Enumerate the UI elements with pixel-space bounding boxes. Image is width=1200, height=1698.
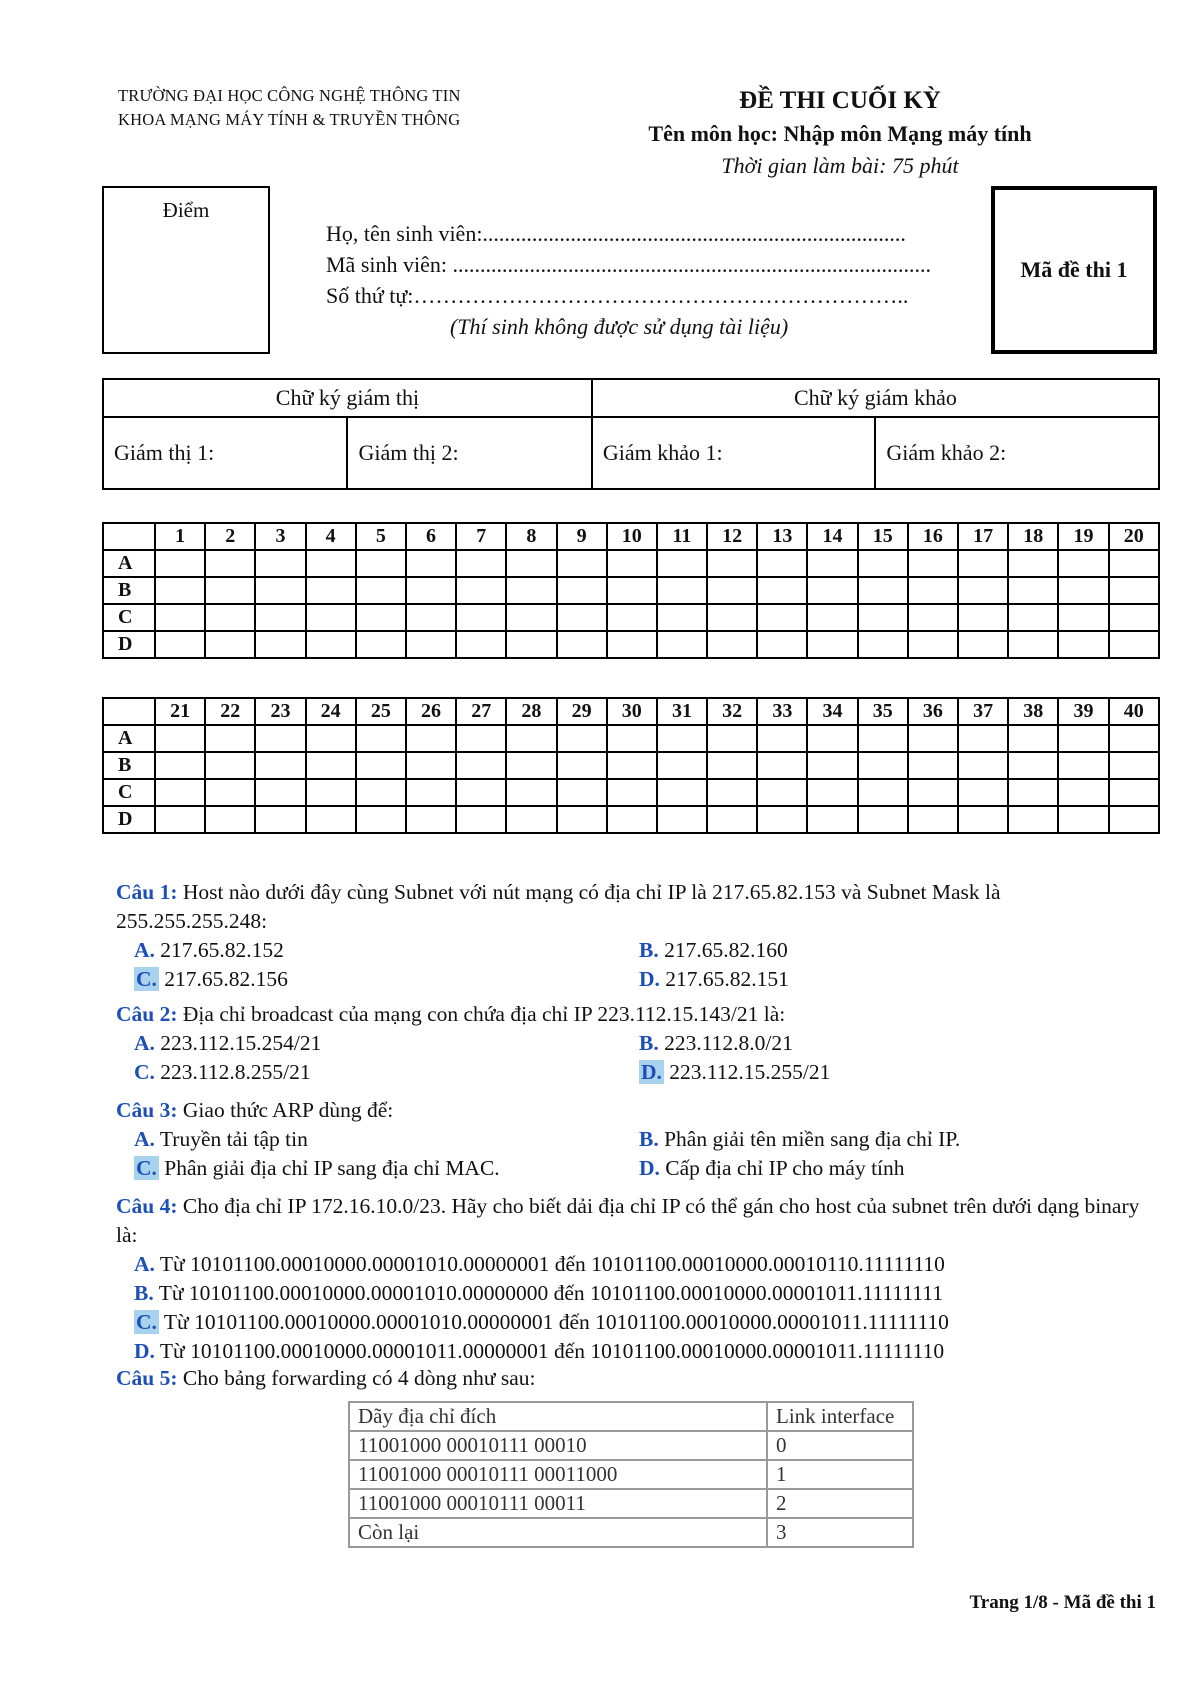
answer-cell[interactable]	[607, 752, 657, 779]
student-order-line: Số thứ tự:…………………………………………………………..	[326, 283, 909, 308]
answer-cell[interactable]	[506, 725, 556, 752]
answer-cell[interactable]	[205, 550, 255, 577]
option-a: A. Từ 10101100.00010000.00001010.00000001 đến 10101100.00010000.00010110.11111110	[134, 1252, 945, 1276]
answer-cell[interactable]	[858, 577, 908, 604]
answer-cell[interactable]	[255, 752, 305, 779]
answer-cell[interactable]	[406, 631, 456, 658]
selected-answer-highlight: D.	[641, 1060, 662, 1084]
option-c: C. 217.65.82.156	[136, 967, 288, 991]
table-header-row	[349, 1402, 913, 1431]
answer-cell[interactable]	[807, 779, 857, 806]
answer-cell[interactable]	[557, 631, 607, 658]
answer-cell[interactable]	[657, 604, 707, 631]
exam-code-box	[991, 186, 1157, 354]
answer-cell[interactable]	[858, 752, 908, 779]
option-a: A. 223.112.15.254/21	[134, 1031, 322, 1055]
question-number: 22	[205, 698, 255, 725]
question-number: 40	[1109, 698, 1159, 725]
question-4	[116, 1192, 1151, 1366]
answer-cell[interactable]	[356, 779, 406, 806]
question-stem	[116, 1096, 1151, 1125]
question-number: 31	[657, 698, 707, 725]
question-number: 30	[607, 698, 657, 725]
answer-cell[interactable]	[1008, 725, 1058, 752]
proctor-1-signature: Giám thị 1:	[103, 417, 347, 489]
grid-header-row	[103, 698, 1159, 725]
question-5	[116, 1364, 1151, 1393]
answer-cell[interactable]	[205, 725, 255, 752]
question-number: 10	[607, 523, 657, 550]
question-number: 37	[958, 698, 1008, 725]
answer-cell[interactable]	[958, 631, 1008, 658]
option-b: B. Từ 10101100.00010000.00001010.00000000 đến 10101100.00010000.00001011.11111111	[134, 1281, 943, 1305]
answer-cell[interactable]	[406, 725, 456, 752]
answer-cell[interactable]	[255, 631, 305, 658]
grid-row	[103, 577, 1159, 604]
answer-cell[interactable]	[255, 806, 305, 833]
option-c: C. Từ 10101100.00010000.00001010.00000001 đến 10101100.00010000.00001011.11111110	[136, 1310, 949, 1334]
answer-cell[interactable]	[757, 577, 807, 604]
option-b: B. 217.65.82.160	[639, 938, 788, 962]
answer-cell[interactable]	[908, 550, 958, 577]
answer-cell[interactable]	[657, 806, 707, 833]
student-name-line: Họ, tên sinh viên:.............................................................................	[326, 221, 906, 246]
answer-cell[interactable]	[406, 779, 456, 806]
answer-cell[interactable]	[506, 779, 556, 806]
answer-cell[interactable]	[255, 604, 305, 631]
answer-cell[interactable]	[908, 779, 958, 806]
grid-row	[103, 631, 1159, 658]
exam-header	[560, 84, 1120, 182]
answer-cell[interactable]	[205, 604, 255, 631]
question-label: Câu 4:	[116, 1194, 178, 1218]
grid-header-row	[103, 523, 1159, 550]
question-number: 21	[155, 698, 205, 725]
answer-cell[interactable]	[707, 631, 757, 658]
answer-cell[interactable]	[356, 631, 406, 658]
answer-cell[interactable]	[356, 725, 406, 752]
column-header: Dãy địa chỉ đích	[349, 1402, 767, 1431]
answer-cell[interactable]	[858, 725, 908, 752]
signature-table	[102, 378, 1160, 490]
answer-cell[interactable]	[306, 779, 356, 806]
question-stem	[116, 878, 1151, 936]
answer-cell[interactable]	[607, 806, 657, 833]
question-number: 8	[506, 523, 556, 550]
answer-cell[interactable]	[155, 604, 205, 631]
question-stem	[116, 1192, 1151, 1250]
selected-answer-highlight: C.	[136, 1310, 157, 1334]
answer-cell[interactable]	[557, 577, 607, 604]
answer-cell[interactable]	[1058, 550, 1108, 577]
question-number: 29	[557, 698, 607, 725]
answer-cell[interactable]	[908, 725, 958, 752]
answer-cell[interactable]	[757, 550, 807, 577]
answer-cell[interactable]	[205, 779, 255, 806]
question-label: Câu 5:	[116, 1366, 178, 1390]
answer-cell[interactable]	[1109, 577, 1159, 604]
question-number: 23	[255, 698, 305, 725]
answer-cell[interactable]	[757, 752, 807, 779]
question-number: 7	[456, 523, 506, 550]
answer-cell[interactable]	[456, 604, 506, 631]
question-number: 38	[1008, 698, 1058, 725]
selected-answer-highlight: C.	[136, 1156, 157, 1180]
faculty-name: KHOA MẠNG MÁY TÍNH & TRUYỀN THÔNG	[118, 110, 461, 129]
answer-letter: A	[103, 725, 155, 752]
answer-cell[interactable]	[607, 577, 657, 604]
question-number: 6	[406, 523, 456, 550]
subject-name: Tên môn học: Nhập môn Mạng máy tính	[648, 121, 1032, 146]
answer-cell[interactable]	[356, 806, 406, 833]
question-label: Câu 3:	[116, 1098, 178, 1122]
question-text: Host nào dưới đây cùng Subnet với nút mạng có địa chỉ IP là 217.65.82.153 và Subnet Mask là 255.255.255.248:	[116, 880, 1001, 933]
score-box	[102, 186, 270, 354]
answer-cell[interactable]	[155, 752, 205, 779]
exam-duration: Thời gian làm bài: 75 phút	[721, 153, 959, 178]
grid-row	[103, 550, 1159, 577]
grader-1-signature: Giám khảo 1:	[592, 417, 876, 489]
exam-note: (Thí sinh không được sử dụng tài liệu)	[450, 314, 789, 339]
question-number: 9	[557, 523, 607, 550]
forwarding-table	[348, 1401, 914, 1548]
answer-cell[interactable]	[858, 550, 908, 577]
page-footer: Trang 1/8 - Mã đề thi 1	[969, 1592, 1156, 1613]
answer-cell[interactable]	[858, 779, 908, 806]
selected-answer-highlight: C.	[136, 967, 157, 991]
grid-row	[103, 779, 1159, 806]
answer-cell[interactable]	[1058, 631, 1108, 658]
answer-cell[interactable]	[1058, 806, 1108, 833]
question-number: 35	[858, 698, 908, 725]
answer-cell[interactable]	[1058, 752, 1108, 779]
proctor-signature-header: Chữ ký giám thị	[103, 379, 592, 417]
exam-title: ĐỀ THI CUỐI KỲ	[739, 87, 941, 114]
answer-letter: D	[103, 631, 155, 658]
answer-cell[interactable]	[1008, 752, 1058, 779]
option-d: D. 217.65.82.151	[639, 967, 789, 991]
student-id-line: Mã sinh viên: .......................................................................................	[326, 252, 931, 277]
table-row: 11001000 00010111 00010 0	[349, 1431, 913, 1460]
answer-cell[interactable]	[657, 725, 707, 752]
answer-cell[interactable]	[1058, 725, 1108, 752]
answer-cell[interactable]	[1109, 779, 1159, 806]
answer-cell[interactable]	[356, 752, 406, 779]
answer-cell[interactable]	[1058, 604, 1108, 631]
score-label: Điểm	[162, 198, 210, 222]
proctor-2-signature: Giám thị 2:	[347, 417, 591, 489]
question-number: 32	[707, 698, 757, 725]
answer-cell[interactable]	[707, 604, 757, 631]
answer-grid-1-20	[102, 522, 1160, 659]
answer-cell[interactable]	[1109, 631, 1159, 658]
answer-cell[interactable]	[1008, 806, 1058, 833]
option-a: A. 217.65.82.152	[134, 938, 284, 962]
question-number: 28	[506, 698, 556, 725]
question-number: 36	[908, 698, 958, 725]
answer-cell[interactable]	[155, 779, 205, 806]
answer-cell[interactable]	[557, 806, 607, 833]
answer-cell[interactable]	[255, 779, 305, 806]
question-number: 2	[205, 523, 255, 550]
answer-cell[interactable]	[406, 604, 456, 631]
answer-cell[interactable]	[807, 577, 857, 604]
answer-cell[interactable]	[456, 806, 506, 833]
question-number: 25	[356, 698, 406, 725]
answer-cell[interactable]	[155, 806, 205, 833]
exam-code: Mã đề thi 1	[1020, 257, 1128, 282]
answer-cell[interactable]	[807, 806, 857, 833]
answer-cell[interactable]	[406, 577, 456, 604]
answer-cell[interactable]	[1109, 550, 1159, 577]
table-row: Còn lại 3	[349, 1518, 913, 1547]
answer-cell[interactable]	[607, 725, 657, 752]
answer-letter: B	[103, 752, 155, 779]
answer-cell[interactable]	[858, 806, 908, 833]
answer-cell[interactable]	[757, 725, 807, 752]
answer-cell[interactable]	[1008, 631, 1058, 658]
answer-cell[interactable]	[607, 779, 657, 806]
question-stem	[116, 1000, 1151, 1029]
school-name: TRƯỜNG ĐẠI HỌC CÔNG NGHỆ THÔNG TIN	[118, 86, 461, 105]
answer-cell[interactable]	[205, 577, 255, 604]
answer-cell[interactable]	[1008, 577, 1058, 604]
question-label: Câu 2:	[116, 1002, 178, 1026]
table-row: 11001000 00010111 00011000 1	[349, 1460, 913, 1489]
answer-cell[interactable]	[707, 725, 757, 752]
question-number: 13	[757, 523, 807, 550]
answer-cell[interactable]	[506, 550, 556, 577]
question-number: 39	[1058, 698, 1108, 725]
grid-row	[103, 752, 1159, 779]
answer-cell[interactable]	[908, 752, 958, 779]
answer-cell[interactable]	[858, 604, 908, 631]
answer-cell[interactable]	[657, 550, 707, 577]
answer-cell[interactable]	[607, 604, 657, 631]
answer-cell[interactable]	[506, 806, 556, 833]
institution-header	[118, 84, 461, 132]
answer-cell[interactable]	[506, 604, 556, 631]
answer-cell[interactable]	[205, 752, 255, 779]
answer-cell[interactable]	[858, 631, 908, 658]
answer-cell[interactable]	[306, 752, 356, 779]
answer-cell[interactable]	[958, 752, 1008, 779]
answer-cell[interactable]	[1109, 725, 1159, 752]
option-a: A. Truyền tải tập tin	[134, 1127, 308, 1151]
question-number: 1	[155, 523, 205, 550]
answer-cell[interactable]	[657, 631, 707, 658]
answer-cell[interactable]	[707, 806, 757, 833]
answer-cell[interactable]	[607, 550, 657, 577]
option-d: D. Từ 10101100.00010000.00001011.00000001 đến 10101100.00010000.00001011.11111110	[134, 1339, 945, 1363]
answer-cell[interactable]	[1058, 779, 1108, 806]
question-label: Câu 1:	[116, 880, 178, 904]
grid-corner	[103, 698, 155, 725]
answer-cell[interactable]	[707, 577, 757, 604]
question-number: 12	[707, 523, 757, 550]
answer-cell[interactable]	[155, 631, 205, 658]
answer-cell[interactable]	[356, 604, 406, 631]
answer-cell[interactable]	[958, 604, 1008, 631]
answer-cell[interactable]	[707, 550, 757, 577]
question-2	[116, 1000, 1151, 1087]
answer-cell[interactable]	[757, 604, 807, 631]
answer-cell[interactable]	[908, 806, 958, 833]
answer-cell[interactable]	[958, 779, 1008, 806]
answer-cell[interactable]	[506, 631, 556, 658]
question-number: 34	[807, 698, 857, 725]
answer-cell[interactable]	[205, 631, 255, 658]
answer-cell[interactable]	[1008, 550, 1058, 577]
question-1	[116, 878, 1151, 994]
table-row: 11001000 00010111 00011 2	[349, 1489, 913, 1518]
grid-row	[103, 806, 1159, 833]
answer-cell[interactable]	[1008, 779, 1058, 806]
answer-cell[interactable]	[456, 752, 506, 779]
answer-cell[interactable]	[807, 550, 857, 577]
answer-cell[interactable]	[807, 725, 857, 752]
question-text: Cho bảng forwarding có 4 dòng như sau:	[182, 1366, 536, 1390]
answer-cell[interactable]	[306, 725, 356, 752]
answer-letter: D	[103, 806, 155, 833]
answer-cell[interactable]	[958, 550, 1008, 577]
question-number: 17	[958, 523, 1008, 550]
student-info	[326, 218, 931, 342]
answer-cell[interactable]	[306, 577, 356, 604]
answer-cell[interactable]	[757, 631, 807, 658]
answer-cell[interactable]	[356, 577, 406, 604]
answer-cell[interactable]	[306, 631, 356, 658]
answer-cell[interactable]	[155, 725, 205, 752]
answer-cell[interactable]	[1008, 604, 1058, 631]
answer-cell[interactable]	[807, 604, 857, 631]
answer-cell[interactable]	[958, 725, 1008, 752]
answer-cell[interactable]	[456, 631, 506, 658]
answer-cell[interactable]	[306, 550, 356, 577]
answer-letter: A	[103, 550, 155, 577]
answer-cell[interactable]	[255, 550, 305, 577]
question-number: 14	[807, 523, 857, 550]
answer-cell[interactable]	[155, 577, 205, 604]
grader-2-signature: Giám khảo 2:	[875, 417, 1159, 489]
question-number: 15	[858, 523, 908, 550]
answer-cell[interactable]	[908, 577, 958, 604]
answer-cell[interactable]	[557, 550, 607, 577]
question-number: 11	[657, 523, 707, 550]
question-number: 5	[356, 523, 406, 550]
answer-cell[interactable]	[456, 779, 506, 806]
answer-cell[interactable]	[958, 806, 1008, 833]
question-number: 16	[908, 523, 958, 550]
answer-cell[interactable]	[807, 752, 857, 779]
answer-cell[interactable]	[908, 604, 958, 631]
question-3	[116, 1096, 1151, 1183]
answer-cell[interactable]	[456, 550, 506, 577]
question-text: Cho địa chỉ IP 172.16.10.0/23. Hãy cho biết dải địa chỉ IP có thể gán cho host của subnet trên dưới dạng binary là:	[116, 1194, 1140, 1247]
option-d: D. 223.112.15.255/21	[641, 1060, 831, 1084]
answer-cell[interactable]	[908, 631, 958, 658]
answer-grid-21-40	[102, 697, 1160, 834]
answer-cell[interactable]	[607, 631, 657, 658]
answer-cell[interactable]	[456, 725, 506, 752]
question-number: 20	[1109, 523, 1159, 550]
answer-cell[interactable]	[406, 752, 456, 779]
answer-cell[interactable]	[707, 779, 757, 806]
answer-letter: C	[103, 779, 155, 806]
answer-cell[interactable]	[807, 631, 857, 658]
option-b: B. 223.112.8.0/21	[639, 1031, 793, 1055]
answer-cell[interactable]	[255, 725, 305, 752]
answer-cell[interactable]	[506, 752, 556, 779]
grid-corner	[103, 523, 155, 550]
answer-cell[interactable]	[155, 550, 205, 577]
question-number: 4	[306, 523, 356, 550]
answer-cell[interactable]	[657, 779, 707, 806]
answer-cell[interactable]	[757, 779, 807, 806]
answer-cell[interactable]	[306, 604, 356, 631]
answer-cell[interactable]	[406, 550, 456, 577]
answer-cell[interactable]	[1109, 604, 1159, 631]
question-text: Địa chỉ broadcast của mạng con chứa địa chỉ IP 223.112.15.143/21 là:	[182, 1002, 786, 1026]
question-number: 27	[456, 698, 506, 725]
answer-cell[interactable]	[205, 806, 255, 833]
option-b: B. Phân giải tên miền sang địa chỉ IP.	[639, 1127, 961, 1151]
answer-cell[interactable]	[255, 577, 305, 604]
question-number: 26	[406, 698, 456, 725]
grid-row	[103, 725, 1159, 752]
answer-cell[interactable]	[557, 604, 607, 631]
answer-cell[interactable]	[506, 577, 556, 604]
answer-letter: B	[103, 577, 155, 604]
question-stem	[116, 1364, 1151, 1393]
answer-letter: C	[103, 604, 155, 631]
column-header: Link interface	[767, 1402, 913, 1431]
answer-cell[interactable]	[557, 752, 607, 779]
grader-signature-header: Chữ ký giám khảo	[592, 379, 1159, 417]
answer-cell[interactable]	[1109, 752, 1159, 779]
answer-cell[interactable]	[657, 752, 707, 779]
answer-cell[interactable]	[456, 577, 506, 604]
question-number: 18	[1008, 523, 1058, 550]
option-c: C. 223.112.8.255/21	[134, 1060, 311, 1084]
answer-cell[interactable]	[757, 806, 807, 833]
question-number: 24	[306, 698, 356, 725]
question-text: Giao thức ARP dùng để:	[182, 1098, 394, 1122]
answer-cell[interactable]	[557, 725, 607, 752]
answer-cell[interactable]	[657, 577, 707, 604]
question-number: 33	[757, 698, 807, 725]
question-number: 3	[255, 523, 305, 550]
answer-cell[interactable]	[1109, 806, 1159, 833]
option-d: D. Cấp địa chỉ IP cho máy tính	[639, 1156, 905, 1180]
answer-cell[interactable]	[356, 550, 406, 577]
option-c: C. Phân giải địa chỉ IP sang địa chỉ MAC.	[136, 1156, 500, 1180]
answer-cell[interactable]	[707, 752, 757, 779]
question-number: 19	[1058, 523, 1108, 550]
answer-cell[interactable]	[557, 779, 607, 806]
answer-cell[interactable]	[306, 806, 356, 833]
answer-cell[interactable]	[958, 577, 1008, 604]
answer-cell[interactable]	[1058, 577, 1108, 604]
answer-cell[interactable]	[406, 806, 456, 833]
grid-row	[103, 604, 1159, 631]
